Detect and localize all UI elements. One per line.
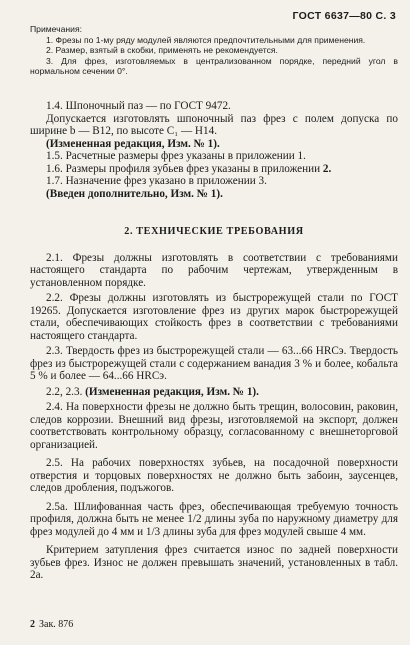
footer-number: 2: [30, 619, 35, 630]
notes-block: [30, 24, 398, 77]
paragraph-2-3: 2.3. Твердость фрез из быстрорежущей стали — 63...66 HRCэ. Твердость фрез из быстрорежущей стали с содержанием ванадия 3 % и более, кобальта 5 % и более — 64...66 HRCэ.: [30, 345, 398, 382]
paragraph-keyway-tolerance: Допускается изготовлять шпоночный паз фрез с полем допуска по ширине b — B12, по высоте C₁ — H14.: [30, 112, 398, 137]
paragraph-1-4: 1.4. Шпоночный паз — по ГОСТ 9472.: [46, 100, 231, 112]
page-footer: [30, 619, 73, 630]
paragraph-2-5a: 2.5а. Шлифованная часть фрез, обеспечивающая требуемую точность профиля, должна быть не менее 1/2 длины зуба по наружному диаметру для фрез модулей до 4 мм и 1/3 длины зуба для фрез модулей свыше 4 мм.: [30, 500, 398, 538]
paragraph-2-4: 2.4. На поверхности фрезы не должно быть трещин, волосовин, раковин, следов коррозии. Внешний вид фрезы, изготовляемой на экспорт, должен соответствовать контрольному образцу, согласованному с внешнеторговой организацией.: [30, 401, 398, 451]
paragraph-wear-criterion: Критерием затупления фрез считается износ по задней поверхности зубьев фрез. Износ не должен превышать значений, установленных в табл. 2а.: [30, 544, 398, 581]
paragraph-2-1: 2.1. Фрезы должны изготовлять в соответствии с требованиями настоящего стандарта по рабочим чертежам, утвержденным в установленном порядке.: [30, 251, 398, 289]
amendment-note: (Введен дополнительно, Изм. № 1).: [46, 187, 223, 200]
amendment-line: [30, 386, 398, 399]
page-header: ГОСТ 6637—80 С. 3: [292, 10, 396, 22]
note-item: 2. Размер, взятый в скобки, применять не рекомендуется.: [46, 45, 278, 56]
paragraph-1-6-ref: 2.: [322, 162, 332, 175]
amendment-note: (Измененная редакция, Изм. № 1).: [46, 137, 220, 150]
note-item: 1. Фрезы по 1-му ряду модулей являются предпочтительными для применения.: [46, 34, 366, 45]
paragraph-2-5: 2.5. На рабочих поверхностях зубьев, на посадочной поверхности отверстия и торцовых поверхностях не должно быть забоин, заусенцев, следов дробления, подъжогов.: [30, 457, 398, 494]
section-heading: 2. ТЕХНИЧЕСКИЕ ТРЕБОВАНИЯ: [124, 226, 304, 237]
footer-order: Зак. 876: [39, 619, 74, 630]
paragraph-2-2: 2.2. Фрезы должны изготовлять из быстрорежущей стали по ГОСТ 19265. Допускается изготовление фрез из других марок быстрорежущей стали, обеспечивающих стойкость фрез в соответствии с требованиями настоящего стандарта.: [30, 292, 398, 342]
paragraph-1-6: [30, 163, 398, 176]
amendment-note: (Измененная редакция, Изм. № 1).: [85, 385, 259, 398]
paragraph-1-7: 1.7. Назначение фрез указано в приложении 3.: [46, 175, 267, 187]
main-text: [30, 100, 398, 582]
notes-title: Примечания:: [30, 24, 83, 34]
note-item: 3. Для фрез, изготовляемых в централизованном порядке, передний угол в нормальном сечении 0°.: [30, 55, 398, 77]
paragraph-1-5: 1.5. Расчетные размеры фрез указаны в приложении 1.: [46, 150, 306, 162]
paragraph-1-6-text: 1.6. Размеры профиля зубьев фрез указаны в приложении: [46, 162, 321, 175]
amendment-refs: 2.2, 2.3.: [46, 385, 83, 398]
